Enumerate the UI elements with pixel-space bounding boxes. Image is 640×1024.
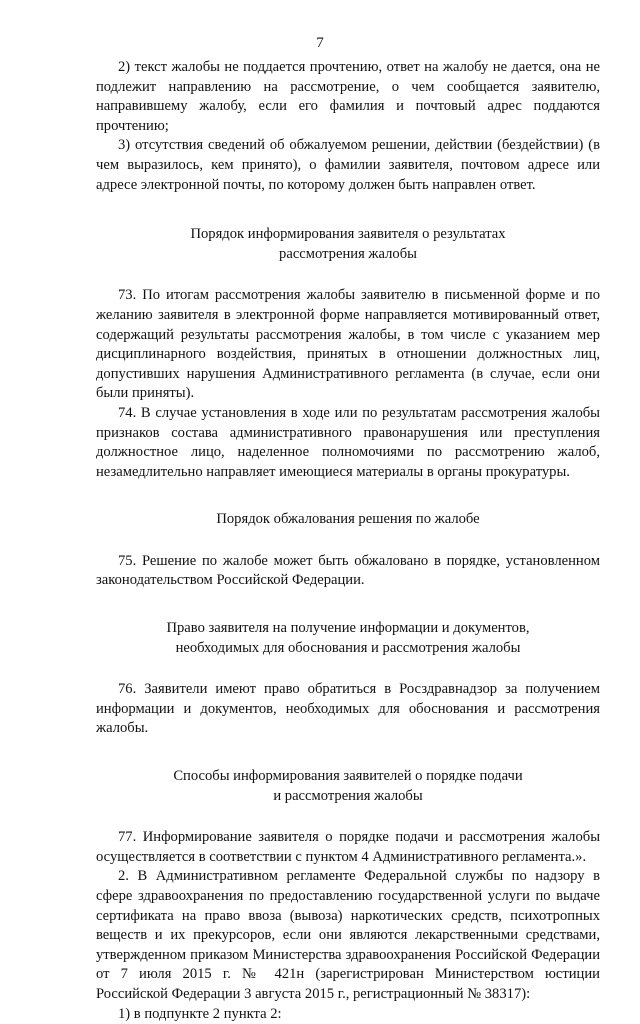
document-body	[96, 58, 600, 1024]
spacer	[96, 195, 600, 225]
heading-line: Право заявителя на получение информации и документов,	[166, 620, 530, 637]
paragraph-item-2: 2) текст жалобы не поддается прочтению, ответ на жалобу не дается, она не подлежит направлению на рассмотрение, о чем сообщается заявителю, направившему жалобу, если его фамилия и почтовый адрес поддаются прочтению;	[96, 59, 600, 134]
page-number: 7	[316, 35, 324, 51]
spacer	[96, 806, 600, 828]
spacer	[96, 591, 600, 619]
paragraph-75: 75. Решение по жалобе может быть обжаловано в порядке, установленном законодательством Российской Федерации.	[96, 552, 600, 589]
paragraph-item-3: 3) отсутствия сведений об обжалуемом решении, действии (бездействии) (в чем выразилось, кем принято), о фамилии заявителя, почтовом адресе или адресе электронной почты, по которому должен быть направлен ответ.	[96, 137, 600, 193]
spacer	[96, 264, 600, 286]
heading-line: Порядок информирования заявителя о результатах	[190, 226, 506, 243]
spacer	[96, 739, 600, 767]
paragraph-subitem-1: 1) в подпункте 2 пункта 2:	[118, 1005, 282, 1022]
heading-line: необходимых для обоснования и рассмотрения жалобы	[175, 639, 521, 656]
paragraph-74: 74. В случае установления в ходе или по результатам рассмотрения жалобы признаков состава административного правонарушения или преступления должностное лицо, наделенное полномочиями по рассмотрению жалоб, незамедлительно направляет имеющиеся материалы в органы прокуратуры.	[96, 404, 600, 480]
paragraph-73: 73. По итогам рассмотрения жалобы заявителю в письменной форме и по желанию заявителя в электронной форме направляется мотивированный ответ, содержащий результаты рассмотрения жалобы, в том числе с указанием мер дисциплинарного воздействия, принятых в отношении должностных лиц, допустивших нарушения Административного регламента (в случае, если они были приняты).	[96, 287, 600, 402]
section-heading-appeal-procedure: Порядок обжалования решения по жалобе	[216, 511, 480, 528]
paragraph-item-2-regulation: 2. В Административном регламенте Федеральной службы по надзору в сфере здравоохранения по предоставлению государственной услуги по выдаче сертификата на право ввоза (вывоза) наркотических средств, психотропных веществ и их прекурсоров, если они являются лекарственными средствами, утвержденном приказом Министерства здравоохранения Российской Федерации от 7 июля 2015 г. № 421н (зарегистрирован Министерством юстиции Российской Федерации 3 августа 2015 г., регистрационный № 38317):	[96, 868, 600, 1002]
spacer	[96, 658, 600, 680]
heading-line: рассмотрения жалобы	[279, 245, 417, 262]
section-heading-result-info	[96, 225, 600, 264]
paragraph-77: 77. Информирование заявителя о порядке подачи и рассмотрения жалобы осуществляется в соответствии с пунктом 4 Административного регламента.».	[96, 829, 600, 865]
heading-line: и рассмотрения жалобы	[273, 787, 423, 804]
paragraph-76: 76. Заявители имеют право обратиться в Росздравнадзор за получением информации и документов, необходимых для обоснования и рассмотрения жалобы.	[96, 681, 600, 737]
section-heading-informing-methods	[96, 767, 600, 806]
spacer	[96, 530, 600, 552]
heading-line: Способы информирования заявителей о порядке подачи	[173, 768, 523, 785]
spacer	[96, 482, 600, 510]
section-heading-right-to-information	[96, 619, 600, 658]
